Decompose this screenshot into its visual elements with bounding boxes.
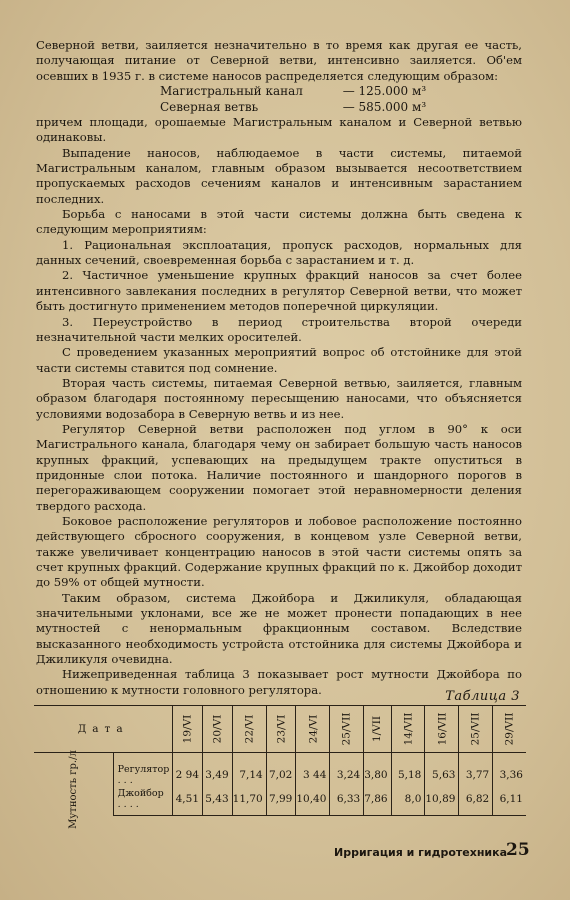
date-cell — [493, 706, 526, 753]
table-cell: 7,02 — [266, 753, 296, 788]
table-cell: 3,49 — [203, 753, 233, 788]
date-cell — [425, 706, 459, 753]
date-label: 23/VI — [275, 714, 288, 744]
table-cell: 5,43 — [203, 787, 233, 816]
date-cell — [203, 706, 233, 753]
turbidity-table — [34, 705, 526, 830]
date-label: 1/VII — [371, 715, 384, 743]
date-cell — [364, 706, 391, 753]
table-cell: 3,80 — [364, 753, 391, 788]
paragraph: Нижеприведенная таблица 3 показывает рост мутности Джойбора по отношению к мутности головного регулятора. — [36, 667, 522, 697]
date-label: 25/VII — [469, 712, 482, 746]
paragraph: 3. Переустройство в период строительства второй очереди незначительной части мелких оросителей. — [36, 314, 522, 344]
paragraph: Боковое расположение регуляторов и лобовое расположение постоянно действующего сбросного сооружения, в концевом узле Северной ветви, также увеличивает концентрацию наносов в этой части системы опять за счет крупных фракций. Содержание крупных фракций по к. Джойбор доходит до 59% от общей мутности. — [36, 513, 522, 590]
table-cell: 10,89 — [425, 787, 459, 816]
row-label: Джойбор . . . . — [113, 787, 173, 816]
formula-name: Магистральный канал — [160, 84, 303, 99]
table-cell: 8,0 — [391, 787, 425, 816]
body-text — [36, 38, 522, 698]
table-header-row — [34, 706, 526, 753]
table-caption: Таблица 3 — [445, 689, 520, 704]
date-cell — [330, 706, 364, 753]
table-cell: 6,33 — [330, 787, 364, 816]
row-label: Регулятор . . . — [113, 753, 173, 788]
table-cell: 7,86 — [364, 787, 391, 816]
table-cell: 3,77 — [459, 753, 493, 788]
date-label: 22/VI — [243, 714, 256, 744]
date-label: 16/VII — [435, 712, 448, 746]
paragraph: 1. Рациональная эксплоатация, пропуск расходов, нормальных для данных сечений, своевременная борьба с зарастанием и т. д. — [36, 237, 522, 268]
date-cell — [296, 706, 330, 753]
table-cell: 6,11 — [493, 787, 526, 816]
paragraph: Регулятор Северной ветви расположен под углом в 90° к оси Магистрального канала, благодаря чему он забирает большую часть наносов крупных фракций, успевающих на предыдущем тракте опуститься в придонные слои потока. Наличие постоянного и шандорного порогов в перегораживающем сооружении помогает этой неравномерности деления твердого расхода. — [36, 421, 522, 513]
date-label: 19/VI — [181, 714, 194, 744]
journal-title: Ирригация и гидротехника — [334, 846, 508, 859]
date-cell — [232, 706, 266, 753]
date-cell — [391, 706, 425, 753]
table-cell: 6,82 — [459, 787, 493, 816]
page-number: 25 — [506, 840, 530, 860]
date-label: 25/VII — [340, 712, 353, 746]
date-label: 14/VII — [401, 712, 414, 746]
table-row — [34, 753, 526, 788]
paragraph: Таким образом, система Джойбора и Джиликуля, обладающая значительными уклонами, все же не может пронести попадающих в нее мутностей с ненормальным фракционным составом. Вследствие высказанного необходимость устройста отстойника для системы Джойбора и Джиликуля очевидна. — [36, 590, 522, 667]
table-cell: 3,24 — [330, 753, 364, 788]
paragraph: 2. Частичное уменьшение крупных фракций наносов за счет более интенсивного завлекания последних в регулятор Северной ветви, что может быть достигнуто применением методов поперечной циркуляции. — [36, 268, 522, 314]
table-cell: 3,36 — [493, 753, 526, 788]
table-cell: 7,14 — [232, 753, 266, 788]
formula-name: Северная ветвь — [160, 99, 259, 114]
paragraph: С проведением указанных мероприятий вопрос об отстойнике для этой части системы ставится под сомнение. — [36, 345, 522, 375]
group-label: Мутность гр./л — [67, 750, 79, 830]
table-cell: 5,18 — [391, 753, 425, 788]
paragraph: Вторая часть системы, питаемая Северной ветвью, заиляется, главным образом благодаря постоянному пересыщению наносами, что объясняется условиями водозабора в Северную ветвь и из нее. — [36, 375, 522, 421]
date-cell — [459, 706, 493, 753]
table-cell: 4,51 — [173, 787, 203, 816]
paragraph: Выпадение наносов, наблюдаемое в части системы, питаемой Магистральным каналом, главным образом вызывается несоответствием пропускаемых расходов сечениям каналов и интенсивным зарастанием последних. — [36, 145, 522, 206]
paragraph: причем площади, орошаемые Магистральным каналом и Северной ветвью одинаковы. — [36, 115, 522, 145]
formula-value: — 125.000 м³ — [342, 84, 427, 99]
table-cell: 10,40 — [296, 787, 330, 816]
table-cell: 2 94 — [173, 753, 203, 788]
date-cell — [266, 706, 296, 753]
date-cell — [173, 706, 203, 753]
table-cell: 7,99 — [266, 787, 296, 816]
paragraph: Северной ветви, заиляется незначительно в то время как другая ее часть, получающая питание от Северной ветви, интенсивно заиляется. Об'ем осевших в 1935 г. в системе наносов распределяется следующим образом: — [36, 38, 522, 83]
date-header: Дата — [34, 706, 173, 753]
volume-formula — [160, 84, 460, 115]
date-label: 29/VII — [503, 712, 516, 746]
date-label: 24/VI — [306, 714, 319, 744]
table-cell: 11,70 — [232, 787, 266, 816]
formula-value: — 585.000 м³ — [342, 99, 427, 114]
table-cell: 3 44 — [296, 753, 330, 788]
date-label: 20/VI — [211, 714, 224, 744]
table-cell: 5,63 — [425, 753, 459, 788]
group-label-cell — [34, 750, 113, 830]
paragraph: Борьба с наносами в этой части системы должна быть сведена к следующим мероприятиям: — [36, 207, 522, 237]
